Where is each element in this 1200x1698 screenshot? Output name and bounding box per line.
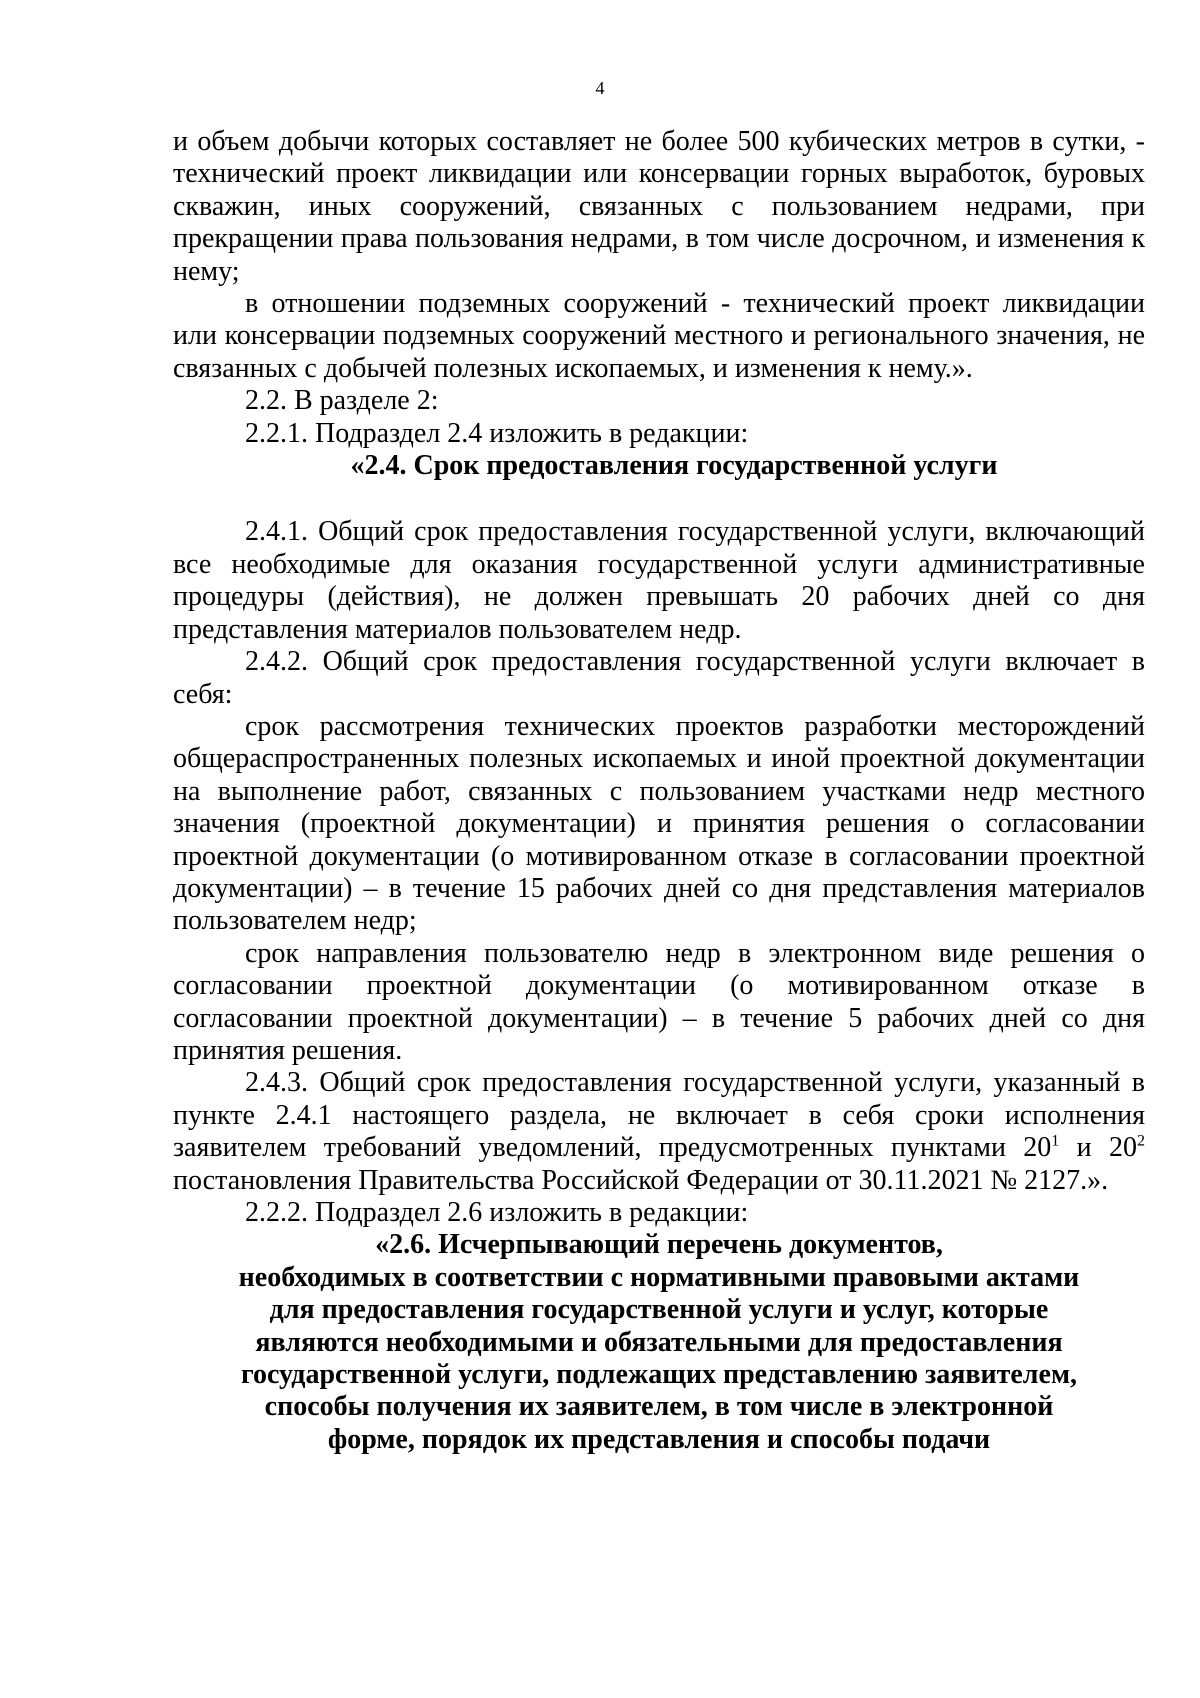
superscript-1: 1 bbox=[1051, 1132, 1060, 1150]
heading-2-6-line: для предоставления государственной услуги и услуг, которые bbox=[269, 1294, 1049, 1326]
heading-2-6-line: способы получения их заявителем, в том числе в электронной bbox=[264, 1391, 1054, 1423]
paragraph-section-2: 2.2. В разделе 2: bbox=[245, 385, 439, 417]
heading-2-6-line: необходимых в соответствии с нормативными правовыми актами bbox=[238, 1261, 1080, 1293]
paragraph-2-2-1: 2.2.1. Подраздел 2.4 изложить в редакции: bbox=[245, 417, 749, 449]
paragraph-continuation: и объем добычи которых составляет не более 500 кубических метров в сутки, - технический проект ликвидации или консервации горных выработок, буровых скважин, иных сооружений, связанных с пользованием недрами, при прекращении права пользования недрами, в том числе досрочном, и изменения к нему; bbox=[173, 126, 1145, 287]
paragraph-2-4-3-part3: постановления Правительства Российской Федерации от 30.11.2021 № 2127.». bbox=[173, 1164, 1109, 1196]
paragraph-2-4-3 bbox=[173, 1067, 1145, 1197]
heading-2-6-line: государственной услуги, подлежащих представлению заявителем, bbox=[240, 1359, 1078, 1391]
heading-2-6-line: являются необходимыми и обязательными для предоставления bbox=[255, 1326, 1063, 1358]
paragraph-sending-term: срок направления пользователю недр в электронном виде решения о согласовании проектной документации (о мотивированном отказе в согласовании проектной документации) – в течение 5 рабочих дней со дня принятия решения. bbox=[173, 937, 1145, 1066]
superscript-2: 2 bbox=[1137, 1132, 1145, 1150]
page-number: 4 bbox=[595, 78, 605, 98]
paragraph-2-4-3-part1: 2.4.3. Общий срок предоставления государственной услуги, указанный в пункте 2.4.1 настоящего раздела, не включает в себя сроки исполнения заявителем требований уведомлений, предусмотренных пунктами 20 bbox=[173, 1067, 1145, 1164]
paragraph-2-2-2: 2.2.2. Подраздел 2.6 изложить в редакции: bbox=[245, 1197, 749, 1228]
paragraph-review-term: срок рассмотрения технических проектов разработки месторождений общераспространенных полезных ископаемых и иной проектной документации на выполнение работ, связанных с пользованием участками недр местного значения (проектной документации) и принятия решения о согласовании проектной документации (о мотивированном отказе в согласовании проектной документации) – в течение 15 рабочих дней со дня представления материалов пользователем недр; bbox=[173, 710, 1145, 937]
heading-2-6 bbox=[173, 1229, 1145, 1456]
document-body bbox=[173, 126, 1145, 1456]
heading-2-6-line: «2.6. Исчерпывающий перечень документов, bbox=[375, 1229, 943, 1261]
heading-2-6-line: форме, порядок их представления и способы подачи bbox=[327, 1423, 991, 1455]
paragraph-2-4-2: 2.4.2. Общий срок предоставления государственной услуги включает в себя: bbox=[173, 646, 1145, 710]
paragraph-2-4-1: 2.4.1. Общий срок предоставления государственной услуги, включающий все необходимые для оказания государственной услуги административные процедуры (действия), не должен превышать 20 рабочих дней со дня представления материалов пользователем недр. bbox=[173, 516, 1145, 645]
paragraph-underground-structures: в отношении подземных сооружений - технический проект ликвидации или консервации подземных сооружений местного и регионального значения, не связанных с добычей полезных ископаемых, и изменения к нему.». bbox=[173, 288, 1145, 384]
paragraph-2-4-3-part2: и 20 bbox=[1059, 1132, 1137, 1164]
heading-2-4: «2.4. Срок предоставления государственной услуги bbox=[350, 450, 998, 482]
